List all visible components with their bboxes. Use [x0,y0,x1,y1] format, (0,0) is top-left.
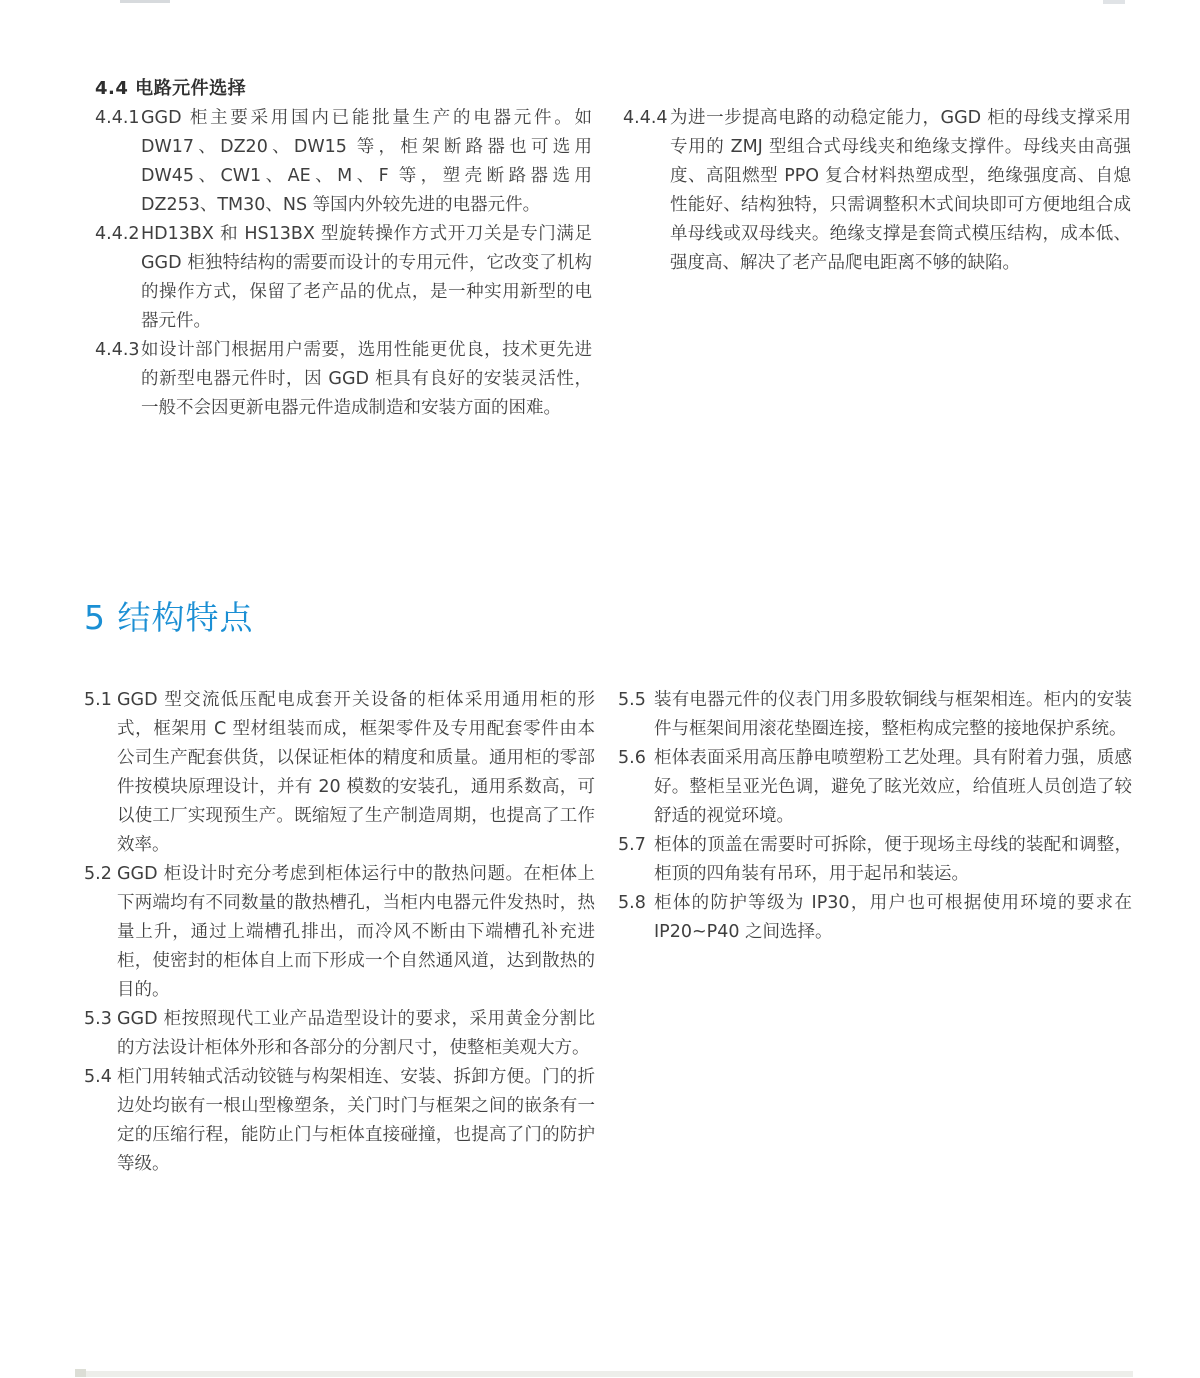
clause-text: 柜体的顶盖在需要时可拆除，便于现场主母线的装配和调整，柜顶的四角装有吊环，用于起吊和装运。 [654,835,1132,884]
clause-5-6 [618,744,1132,831]
clause-text: GGD 柜按照现代工业产品造型设计的要求，采用黄金分割比的方法设计柜体外形和各部分的分割尺寸，使整柜美观大方。 [117,1009,595,1058]
clause-text: 柜体表面采用高压静电喷塑粉工艺处理。具有附着力强，质感好。整柜呈亚光色调，避免了眩光效应，给值班人员创造了较舒适的视觉环境。 [654,748,1132,826]
clause-5-1 [84,686,595,860]
clause-5-3 [84,1005,595,1063]
clause-number: 5.6 [618,748,646,768]
clause-5-2 [84,860,595,1005]
clause-number: 4.4.1 [95,108,140,128]
clause-4-4-2 [95,220,592,336]
scan-artifact-bottom-chip [75,1369,86,1377]
scan-artifact-bottom-bar [75,1371,1133,1377]
section-4-4-heading: 4.4 电路元件选择 [95,78,247,99]
clause-text: 如设计部门根据用户需要，选用性能更优良，技术更先进的新型电器元件时，因 GGD 柜具有良好的安装灵活性，一般不会因更新电器元件造成制造和安装方面的困难。 [141,340,592,418]
clause-number: 5.5 [618,690,646,710]
clause-number: 5.8 [618,893,646,913]
clause-number: 5.3 [84,1009,112,1029]
clause-4-4-4 [623,104,1131,278]
clause-number: 4.4.4 [623,108,668,128]
clause-5-8 [618,889,1132,947]
clause-4-4-3 [95,336,592,423]
clause-number: 5.4 [84,1067,112,1087]
clause-text: 装有电器元件的仪表门用多股软铜线与框架相连。柜内的安装件与框架间用滚花垫圈连接，整柜构成完整的接地保护系统。 [654,690,1132,739]
clause-5-7 [618,831,1132,889]
clause-text: GGD 型交流低压配电成套开关设备的柜体采用通用柜的形式，框架用 C 型材组装而成，框架零件及专用配套零件由本公司生产配套供货，以保证柜体的精度和质量。通用柜的零部件按模块原理设计，并有 20 模数的安装孔，通用系数高，可以使工厂实现预生产。既缩短了生产制造周期，也提高了工作效率。 [117,690,595,855]
clause-text: 为进一步提高电路的动稳定能力，GGD 柜的母线支撑采用专用的 ZMJ 型组合式母线夹和绝缘支撑件。母线夹由高强度、高阻燃型 PPO 复合材料热塑成型，绝缘强度高、自熄性能好、结构独特，只需调整积木式间块即可方便地组合成单母线或双母线夹。绝缘支撑是套筒式模压结构，成本低、强度高、解决了老产品爬电距离不够的缺陷。 [670,108,1131,273]
section-4-4-right-column [623,104,1131,278]
section-4-4-left-column [95,104,592,423]
scan-artifact-top-left [120,0,170,3]
scan-artifact-top-right [1103,0,1125,4]
clause-4-4-1 [95,104,592,220]
section-5-right-column [618,686,1132,947]
clause-number: 5.7 [618,835,646,855]
clause-number: 4.4.3 [95,340,140,360]
clause-text: 柜门用转轴式活动铰链与构架相连、安装、拆卸方便。门的折边处均嵌有一根山型橡塑条，关门时门与框架之间的嵌条有一定的压缩行程，能防止门与柜体直接碰撞，也提高了门的防护等级。 [117,1067,595,1174]
clause-5-5 [618,686,1132,744]
clause-number: 5.1 [84,690,112,710]
clause-5-4 [84,1063,595,1179]
clause-number: 4.4.2 [95,224,140,244]
section-5-left-column [84,686,595,1179]
section-5-heading: 5 结构特点 [84,598,254,637]
clause-number: 5.2 [84,864,112,884]
clause-text: 柜体的防护等级为 IP30，用户也可根据使用环境的要求在 IP20~P40 之间选择。 [654,893,1132,942]
clause-text: HD13BX 和 HS13BX 型旋转操作方式开刀关是专门满足 GGD 柜独特结构的需要而设计的专用元件，它改变了机构的操作方式，保留了老产品的优点，是一种实用新型的电器元件。 [141,224,592,331]
clause-text: GGD 柜主要采用国内已能批量生产的电器元件。如 DW17、DZ20、DW15 等，柜架断路器也可选用 DW45、CW1、AE、M、F 等，塑壳断路器选用 DZ253、TM30、NS 等国内外较先进的电器元件。 [141,108,592,215]
clause-text: GGD 柜设计时充分考虑到柜体运行中的散热问题。在柜体上下两端均有不同数量的散热槽孔，当柜内电器元件发热时，热量上升，通过上端槽孔排出，而冷风不断由下端槽孔补充进柜，使密封的柜体自上而下形成一个自然通风道，达到散热的目的。 [117,864,595,1000]
